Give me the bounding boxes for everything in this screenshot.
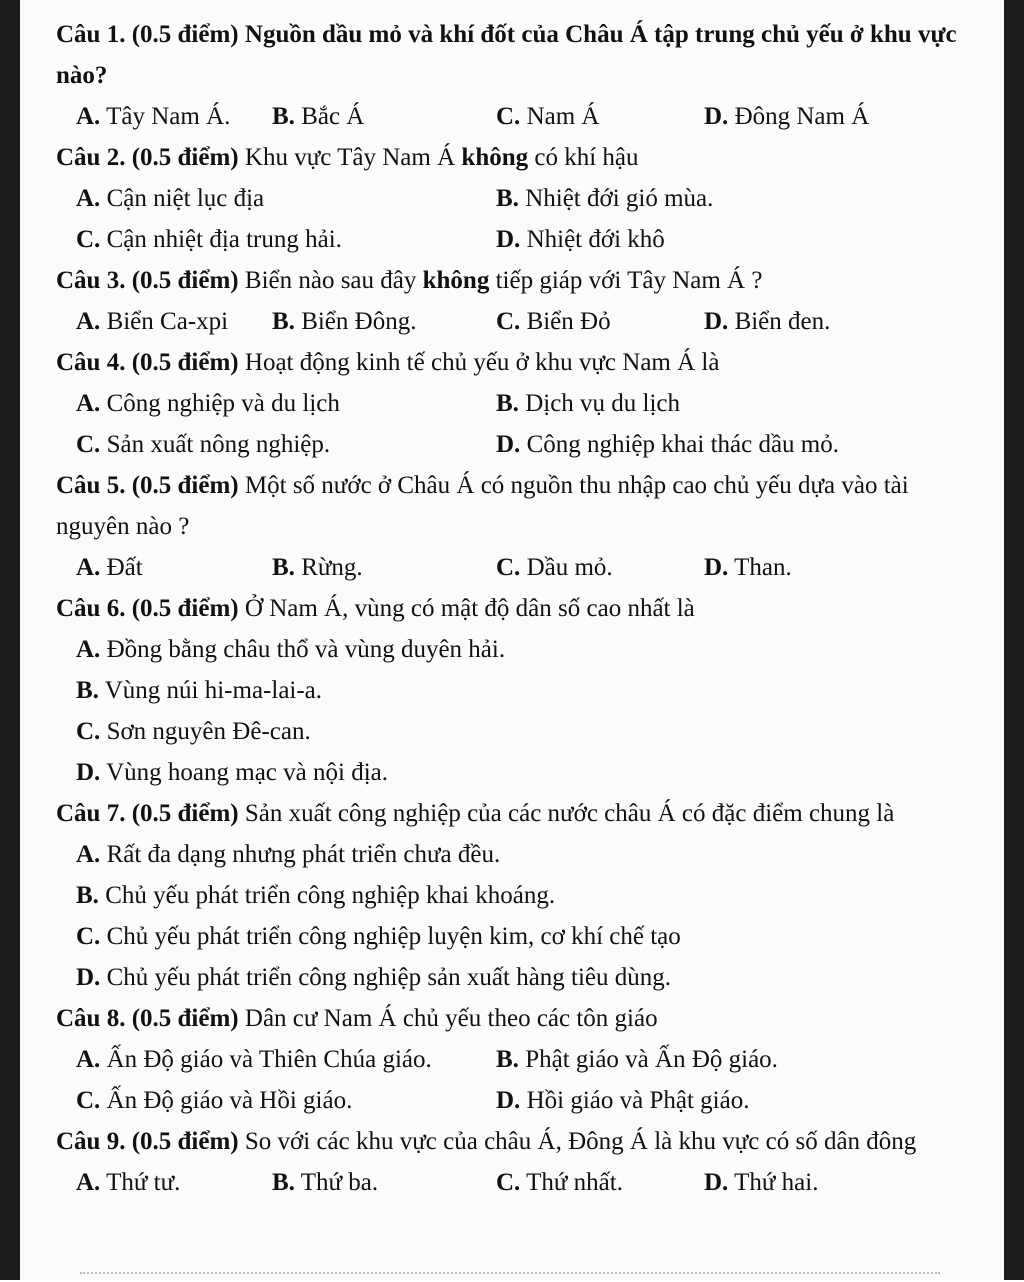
option-a: A. Tây Nam Á. xyxy=(76,103,231,130)
question-label: Câu 1. (0.5 điểm) xyxy=(56,21,239,48)
question-text: Hoạt động kinh tế chủ yếu ở khu vực Nam Á là xyxy=(238,349,720,376)
question-text: Sản xuất công nghiệp của các nước châu Á có đặc điểm chung là xyxy=(238,800,895,827)
option-c: C. Biển Đỏ xyxy=(496,308,611,335)
option-d: D. Nhiệt đới khô xyxy=(496,226,665,253)
option-b: B. Dịch vụ du lịch xyxy=(496,390,681,417)
option-c: C. Cận nhiệt địa trung hải. xyxy=(76,226,342,253)
option-c: C. Chủ yếu phát triển công nghiệp luyện kim, cơ khí chế tạo xyxy=(76,923,681,950)
frame-left xyxy=(0,0,20,1280)
options-2b xyxy=(56,219,968,260)
question-1 xyxy=(56,14,968,96)
option-b: B. Thứ ba. xyxy=(272,1169,379,1196)
question-text: Khu vực Tây Nam Á xyxy=(238,144,462,171)
options-4a xyxy=(56,383,968,424)
option-c: C. Sản xuất nông nghiệp. xyxy=(76,431,331,458)
option-a: A. Đất xyxy=(76,554,143,581)
option-a: A. Biển Ca-xpi xyxy=(76,308,229,335)
option-c: C. Sơn nguyên Đê-can. xyxy=(76,718,311,745)
question-label: Câu 4. (0.5 điểm) xyxy=(56,349,239,376)
question-text: Dân cư Nam Á chủ yếu theo các tôn giáo xyxy=(238,1005,658,1032)
options-4b xyxy=(56,424,968,465)
option-b: B. Nhiệt đới gió mùa. xyxy=(496,185,714,212)
question-emphasis: không xyxy=(461,144,529,171)
option-b: B. Phật giáo và Ấn Độ giáo. xyxy=(496,1046,778,1073)
question-text: So với các khu vực của châu Á, Đông Á là khu vực có số dân đông xyxy=(238,1128,917,1155)
options-8b xyxy=(56,1080,968,1121)
option-b: B. Rừng. xyxy=(272,554,363,581)
document-page xyxy=(20,0,1004,1280)
option-a: A. Rất đa dạng nhưng phát triển chưa đều. xyxy=(76,841,501,868)
option-c: C. Nam Á xyxy=(496,103,600,130)
option-d: D. Đông Nam Á xyxy=(704,103,870,130)
option-c: C. Ấn Độ giáo và Hồi giáo. xyxy=(76,1087,353,1114)
question-9 xyxy=(56,1121,968,1162)
frame-right xyxy=(1004,0,1024,1280)
option-d: D. Thứ hai. xyxy=(704,1169,819,1196)
question-text: Biển nào sau đây xyxy=(238,267,423,294)
question-label: Câu 8. (0.5 điểm) xyxy=(56,1005,239,1032)
option-a: A. Công nghiệp và du lịch xyxy=(76,390,340,417)
options-5 xyxy=(56,547,968,588)
question-8 xyxy=(56,998,968,1039)
option-a: A. Cận niệt lục địa xyxy=(76,185,265,212)
question-3: Câu 3. (0.5 điểm) Biển nào sau đây không tiếp giáp với Tây Nam Á ? xyxy=(56,267,763,294)
option-d: D. Công nghiệp khai thác dầu mỏ. xyxy=(496,431,840,458)
option-d: D. Hồi giáo và Phật giáo. xyxy=(496,1087,750,1114)
options-3 xyxy=(56,301,968,342)
question-2: Câu 2. (0.5 điểm) Khu vực Tây Nam Á không có khí hậu xyxy=(56,144,639,171)
option-a: A. Ấn Độ giáo và Thiên Chúa giáo. xyxy=(76,1046,432,1073)
option-b: B. Biển Đông. xyxy=(272,308,417,335)
question-label: Câu 9. (0.5 điểm) xyxy=(56,1128,239,1155)
question-6 xyxy=(56,588,968,629)
question-label: Câu 3. (0.5 điểm) xyxy=(56,267,239,294)
options-9 xyxy=(56,1162,968,1203)
options-1 xyxy=(56,96,968,137)
question-7 xyxy=(56,793,968,834)
option-d: D. Vùng hoang mạc và nội địa. xyxy=(76,759,388,786)
option-d: D. Biển đen. xyxy=(704,308,831,335)
option-a: A. Thứ tư. xyxy=(76,1169,181,1196)
question-label: Câu 7. (0.5 điểm) xyxy=(56,800,239,827)
option-d: D. Chủ yếu phát triển công nghiệp sản xuất hàng tiêu dùng. xyxy=(76,964,672,991)
option-c: C. Dầu mỏ. xyxy=(496,554,613,581)
question-label: Câu 5. (0.5 điểm) xyxy=(56,472,239,499)
question-text: Một số nước ở Châu Á có nguồn thu nhập cao chủ yếu dựa vào tài nguyên nào ? xyxy=(56,472,909,540)
question-list xyxy=(56,14,968,1203)
question-5 xyxy=(56,465,968,547)
question-text: Nguồn dầu mỏ và khí đốt của Châu Á tập trung chủ yếu ở khu vực nào? xyxy=(56,21,957,89)
question-4 xyxy=(56,342,968,383)
option-b: B. Chủ yếu phát triển công nghiệp khai khoáng. xyxy=(76,882,556,909)
option-c: C. Thứ nhất. xyxy=(496,1169,623,1196)
question-emphasis: không xyxy=(422,267,490,294)
cut-off-text-line xyxy=(80,1272,940,1282)
options-8a xyxy=(56,1039,968,1080)
option-a: A. Đồng bằng châu thổ và vùng duyên hải. xyxy=(76,636,506,663)
option-b: B. Vùng núi hi-ma-lai-a. xyxy=(76,677,323,704)
question-label: Câu 6. (0.5 điểm) xyxy=(56,595,239,622)
question-text: Ở Nam Á, vùng có mật độ dân số cao nhất là xyxy=(238,595,695,622)
option-d: D. Than. xyxy=(704,554,792,581)
question-label: Câu 2. (0.5 điểm) xyxy=(56,144,239,171)
option-b: B. Bắc Á xyxy=(272,103,365,130)
options-2a xyxy=(56,178,968,219)
